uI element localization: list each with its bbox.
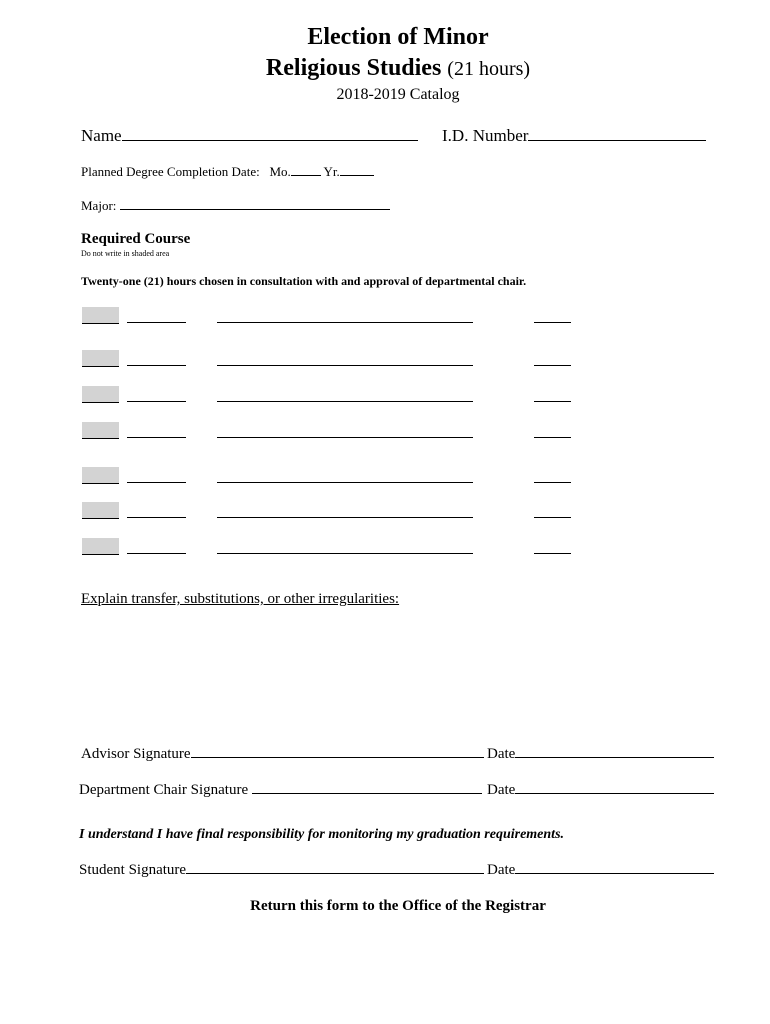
student-date-field[interactable]: [487, 862, 714, 879]
form-title: Election of Minor: [307, 24, 489, 50]
student-date-line[interactable]: [515, 873, 714, 874]
major-field[interactable]: [81, 198, 390, 214]
month-input-line[interactable]: [291, 175, 321, 176]
acknowledgement-statement: I understand I have final responsibility for monitoring my graduation requirements.: [79, 827, 565, 842]
shaded-office-use-box: [82, 422, 119, 439]
advisor-signature-label: Advisor Signature: [81, 746, 191, 762]
catalog-year: 2018-2019 Catalog: [336, 86, 460, 103]
year-label: Yr.: [323, 164, 340, 179]
chair-signature-label: Department Chair Signature: [79, 782, 249, 798]
course-row: [0, 421, 770, 441]
major-input-line[interactable]: [120, 209, 390, 210]
credit-hours-line[interactable]: [534, 365, 571, 366]
chair-signature-line[interactable]: [252, 793, 482, 794]
course-number-line[interactable]: [127, 365, 186, 366]
credit-hours-line[interactable]: [534, 517, 571, 518]
year-input-line[interactable]: [340, 175, 374, 176]
chair-date-label: Date: [487, 782, 516, 798]
course-number-line[interactable]: [127, 482, 186, 483]
course-row: [0, 385, 770, 405]
advisor-date-field[interactable]: [487, 746, 714, 763]
advisor-signature-line[interactable]: [191, 757, 484, 758]
course-row: [0, 466, 770, 486]
course-title-line[interactable]: [217, 553, 473, 554]
course-row: [0, 501, 770, 521]
id-number-label: I.D. Number: [442, 126, 529, 145]
credit-hours-line[interactable]: [534, 482, 571, 483]
name-label: Name: [81, 126, 122, 145]
shaded-office-use-box: [82, 307, 119, 324]
chair-date-field[interactable]: [487, 782, 714, 799]
required-course-heading: Required Course: [81, 231, 191, 247]
course-title-line[interactable]: [217, 365, 473, 366]
shaded-office-use-box: [82, 538, 119, 555]
course-number-line[interactable]: [127, 517, 186, 518]
course-title-line[interactable]: [217, 437, 473, 438]
chair-date-line[interactable]: [515, 793, 714, 794]
credit-hours-line[interactable]: [534, 437, 571, 438]
id-number-field[interactable]: [442, 126, 706, 146]
shaded-office-use-box: [82, 502, 119, 519]
minor-name: Religious Studies: [265, 55, 442, 81]
completion-date-label: Planned Degree Completion Date:: [81, 164, 260, 179]
course-number-line[interactable]: [127, 553, 186, 554]
student-signature-field[interactable]: [79, 862, 484, 879]
explain-label: Explain transfer, substitutions, or other irregularities:: [81, 591, 400, 607]
course-title-line[interactable]: [217, 517, 473, 518]
explain-text-area[interactable]: [81, 615, 721, 735]
credit-hours-line[interactable]: [534, 401, 571, 402]
credit-hours-line[interactable]: [534, 553, 571, 554]
course-title-line[interactable]: [217, 322, 473, 323]
shaded-office-use-box: [82, 386, 119, 403]
student-signature-line[interactable]: [186, 873, 484, 874]
id-number-input-line[interactable]: [528, 140, 706, 141]
course-row: [0, 306, 770, 326]
course-title-line[interactable]: [217, 482, 473, 483]
name-field[interactable]: [81, 126, 418, 146]
advisor-signature-field[interactable]: [81, 746, 484, 763]
course-number-line[interactable]: [127, 437, 186, 438]
shaded-office-use-box: [82, 467, 119, 484]
course-instruction: Twenty-one (21) hours chosen in consultation with and approval of departmental chair.: [81, 274, 527, 288]
shaded-area-note: Do not write in shaded area: [81, 249, 170, 258]
shaded-office-use-box: [82, 350, 119, 367]
student-date-label: Date: [487, 862, 516, 878]
advisor-date-label: Date: [487, 746, 516, 762]
course-row: [0, 349, 770, 369]
course-number-line[interactable]: [127, 322, 186, 323]
completion-date-field[interactable]: [81, 164, 374, 180]
course-title-line[interactable]: [217, 401, 473, 402]
course-number-line[interactable]: [127, 401, 186, 402]
course-row: [0, 537, 770, 557]
name-input-line[interactable]: [122, 140, 418, 141]
form-subtitle: [0, 55, 770, 82]
major-label: Major:: [81, 198, 117, 213]
hours-note: (21 hours): [447, 58, 531, 80]
chair-signature-field[interactable]: [79, 782, 482, 799]
return-instruction: Return this form to the Office of the Registrar: [250, 898, 546, 914]
advisor-date-line[interactable]: [515, 757, 714, 758]
credit-hours-line[interactable]: [534, 322, 571, 323]
student-signature-label: Student Signature: [79, 862, 187, 878]
month-label: Mo.: [269, 164, 291, 179]
